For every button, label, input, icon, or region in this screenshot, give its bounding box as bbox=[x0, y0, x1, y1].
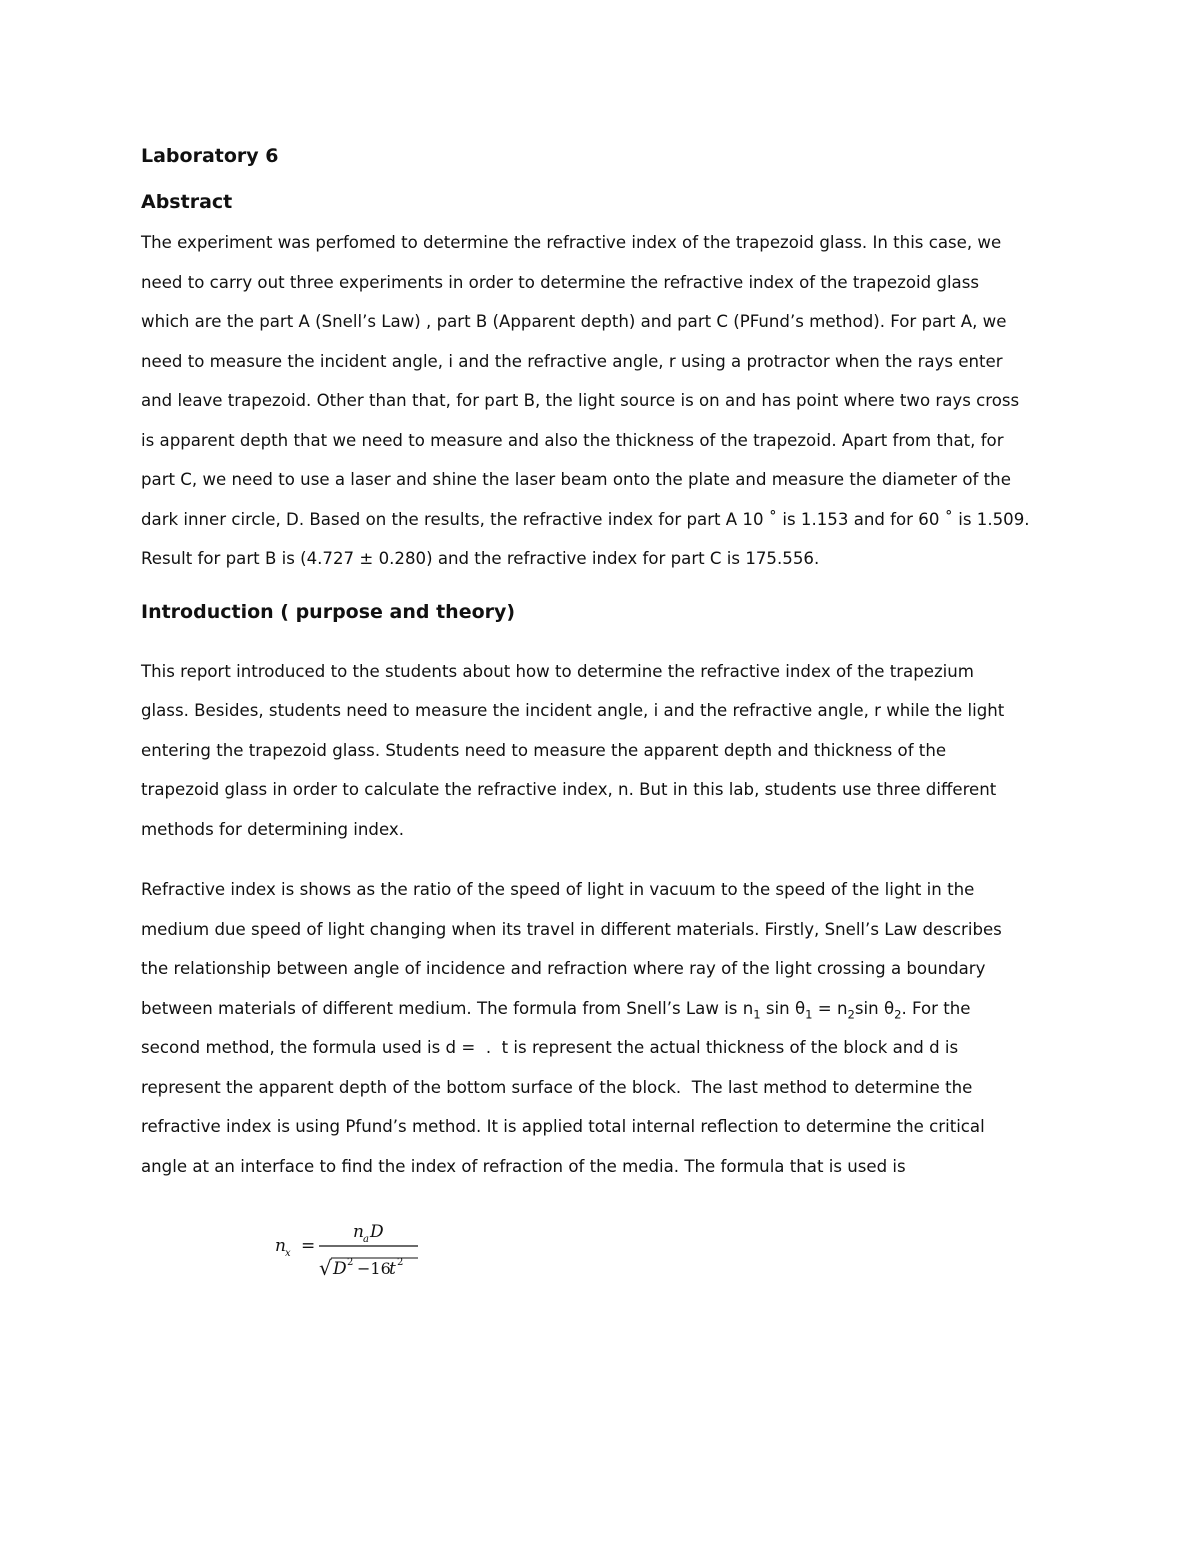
text-line: medium due speed of light changing when its travel in different materials. Firstly, Snell’s Law describes bbox=[141, 919, 1002, 939]
formula-den-D: D bbox=[333, 1259, 347, 1279]
formula-den-D-exp: 2 bbox=[347, 1257, 354, 1268]
spacer bbox=[141, 579, 1061, 596]
text-line: The experiment was perfomed to determine the refractive index of the trapezoid glass. In this case, we bbox=[141, 233, 1002, 252]
introduction-heading: Introduction ( purpose and theory) bbox=[141, 600, 516, 623]
text-line: which are the part A (Snell’s Law) , part B (Apparent depth) and part C (PFund’s method). For part A, we bbox=[141, 312, 1007, 331]
snell-formula-line bbox=[141, 989, 1061, 1029]
formula-equals: = bbox=[301, 1236, 316, 1256]
formula-num-D: D bbox=[370, 1222, 384, 1242]
subscript: 1 bbox=[753, 1006, 761, 1021]
text-line: the relationship between angle of incidence and refraction where ray of the light crossing a boundary bbox=[141, 959, 986, 978]
text-segment: sin θ bbox=[854, 998, 895, 1018]
text-line: angle at an interface to find the index of refraction of the media. The formula that is used is bbox=[141, 1156, 906, 1176]
formula-lhs-sub: x bbox=[285, 1248, 291, 1259]
subscript: 1 bbox=[805, 1006, 813, 1021]
abstract-heading: Abstract bbox=[141, 191, 233, 213]
document-title: Laboratory 6 bbox=[141, 145, 279, 167]
text-segment: between materials of different medium. The formula from Snell’s Law is n bbox=[141, 998, 754, 1018]
formula-lhs: n bbox=[275, 1236, 286, 1256]
introduction-paragraph-1 bbox=[141, 652, 1061, 850]
formula-sqrt: √ bbox=[319, 1256, 332, 1280]
subscript: 2 bbox=[847, 1006, 855, 1021]
text-segment: sin θ bbox=[760, 998, 806, 1018]
formula-den-t: t bbox=[389, 1259, 396, 1279]
abstract-paragraph bbox=[141, 223, 1061, 579]
text-line: trapezoid glass in order to calculate the refractive index, n. But in this lab, students use three different bbox=[141, 780, 997, 799]
text-line: methods for determining index. bbox=[141, 819, 404, 839]
text-line: This report introduced to the students about how to determine the refractive index of the trapezium bbox=[141, 661, 974, 681]
text-segment: . For the bbox=[901, 998, 971, 1018]
text-line: part C, we need to use a laser and shine the laser beam onto the plate and measure the diameter of the bbox=[141, 470, 1011, 489]
text-line: is apparent depth that we need to measure and also the thickness of the trapezoid. Apart from that, for bbox=[141, 430, 1004, 450]
text-line: dark inner circle, D. Based on the results, the refractive index for part A 10 ˚ is 1.153 and for 60 ˚ is 1.509. bbox=[141, 509, 1030, 529]
formula-num-sub: a bbox=[363, 1234, 369, 1245]
introduction-paragraph-2 bbox=[141, 870, 1061, 1186]
formula-num-n: n bbox=[353, 1222, 364, 1242]
spacer bbox=[141, 849, 1061, 870]
text-line: glass. Besides, students need to measure the incident angle, i and the refractive angle, r while the light bbox=[141, 701, 1005, 720]
formula-den-t-exp: 2 bbox=[397, 1257, 404, 1268]
pfund-formula bbox=[273, 1220, 433, 1284]
text-line: second method, the formula used is d = . t is represent the actual thickness of the block and d is bbox=[141, 1038, 959, 1057]
formula-den-minus: −16 bbox=[357, 1259, 391, 1278]
text-line: need to measure the incident angle, i and the refractive angle, r using a protractor when the rays enter bbox=[141, 351, 1003, 371]
subscript: 2 bbox=[894, 1006, 902, 1021]
text-segment: = n bbox=[812, 998, 848, 1018]
text-line: and leave trapezoid. Other than that, for part B, the light source is on and has point where two rays cross bbox=[141, 391, 1020, 410]
text-line: entering the trapezoid glass. Students need to measure the apparent depth and thickness of the bbox=[141, 740, 947, 760]
text-line: Result for part B is (4.727 ± 0.280) and the refractive index for part C is 175.556. bbox=[141, 549, 820, 568]
document-body bbox=[141, 140, 1061, 1186]
text-line: represent the apparent depth of the bottom surface of the block. The last method to determine the bbox=[141, 1077, 973, 1097]
text-line: refractive index is using Pfund’s method. It is applied total internal reflection to determine the critical bbox=[141, 1117, 985, 1136]
text-line: need to carry out three experiments in order to determine the refractive index of the trapezoid glass bbox=[141, 272, 980, 292]
text-line: Refractive index is shows as the ratio of the speed of light in vacuum to the speed of the light in the bbox=[141, 880, 975, 899]
